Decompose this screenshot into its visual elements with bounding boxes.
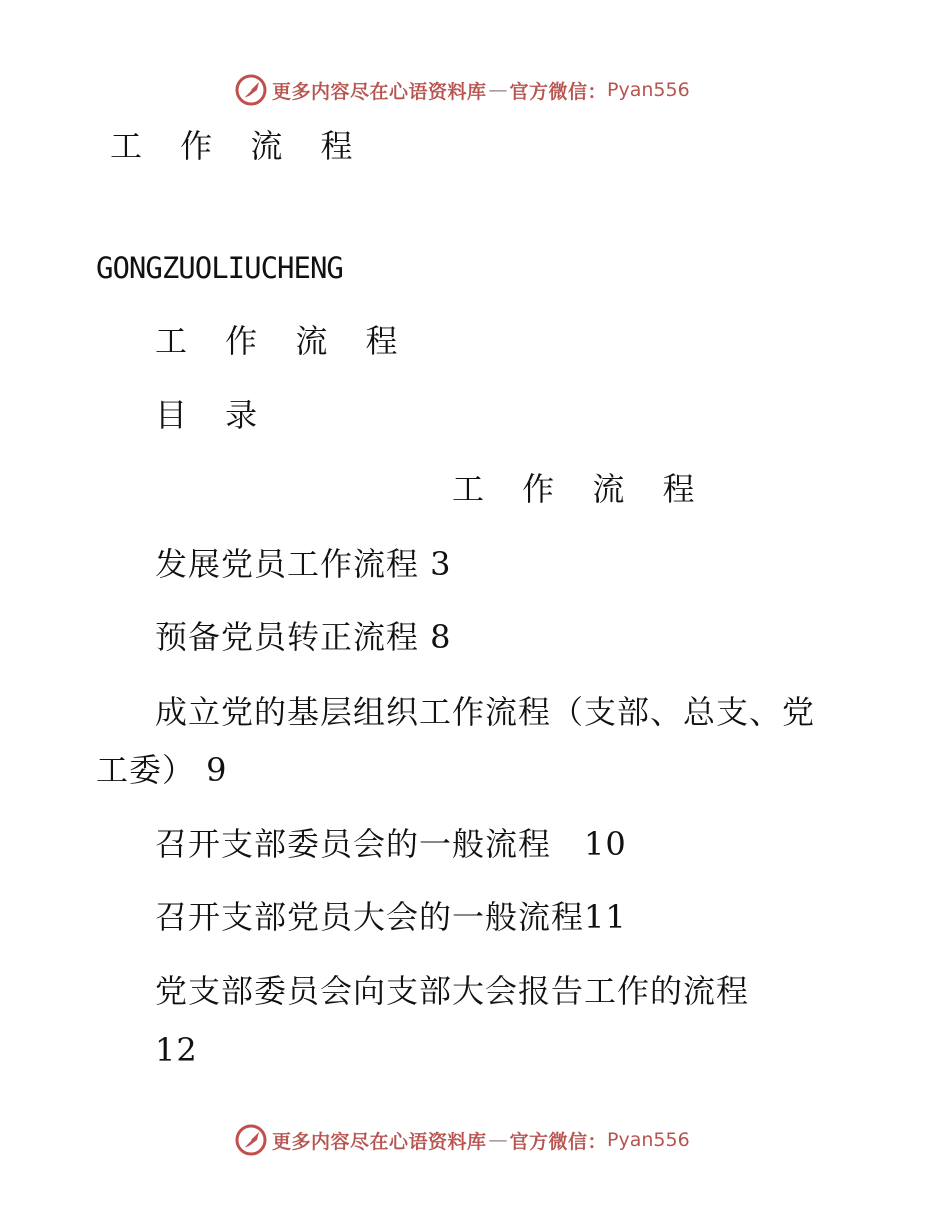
toc-item: 召开支部党员大会的一般流程11: [155, 898, 627, 936]
doc-title-second: 工 作 流 程: [155, 322, 412, 360]
toc-item: 成立党的基层组织工作流程（支部、总支、党: [155, 693, 816, 731]
quill-logo-icon: [234, 73, 268, 107]
watermark-handle: Pyan556: [607, 79, 690, 101]
doc-pinyin: GONGZUOLIUCHENG: [96, 251, 343, 285]
doc-title-center: 工 作 流 程: [452, 470, 709, 508]
toc-heading: 目 录: [155, 396, 272, 434]
toc-item: 召开支部委员会的一般流程 10: [155, 825, 627, 863]
toc-item: 党支部委员会向支部大会报告工作的流程: [155, 972, 750, 1010]
watermark-separator: —: [488, 79, 508, 101]
watermark-handle: Pyan556: [607, 1129, 690, 1151]
toc-item: 发展党员工作流程 3: [155, 545, 452, 583]
watermark-label: 官方微信：: [509, 80, 608, 103]
toc-item-continued: 工委） 9: [96, 751, 228, 789]
watermark-label: 官方微信：: [509, 1130, 608, 1153]
watermark-separator: —: [488, 1129, 508, 1151]
watermark-banner-top: [234, 72, 690, 108]
toc-item: 预备党员转正流程 8: [155, 618, 452, 656]
doc-title-top: 工 作 流 程: [110, 127, 367, 165]
toc-item-continued: 12: [155, 1031, 198, 1069]
watermark-text: 更多内容尽在心语资料库: [272, 80, 487, 103]
watermark-text: 更多内容尽在心语资料库: [272, 1130, 487, 1153]
quill-logo-icon: [234, 1123, 268, 1157]
watermark-banner-bottom: [234, 1122, 690, 1158]
